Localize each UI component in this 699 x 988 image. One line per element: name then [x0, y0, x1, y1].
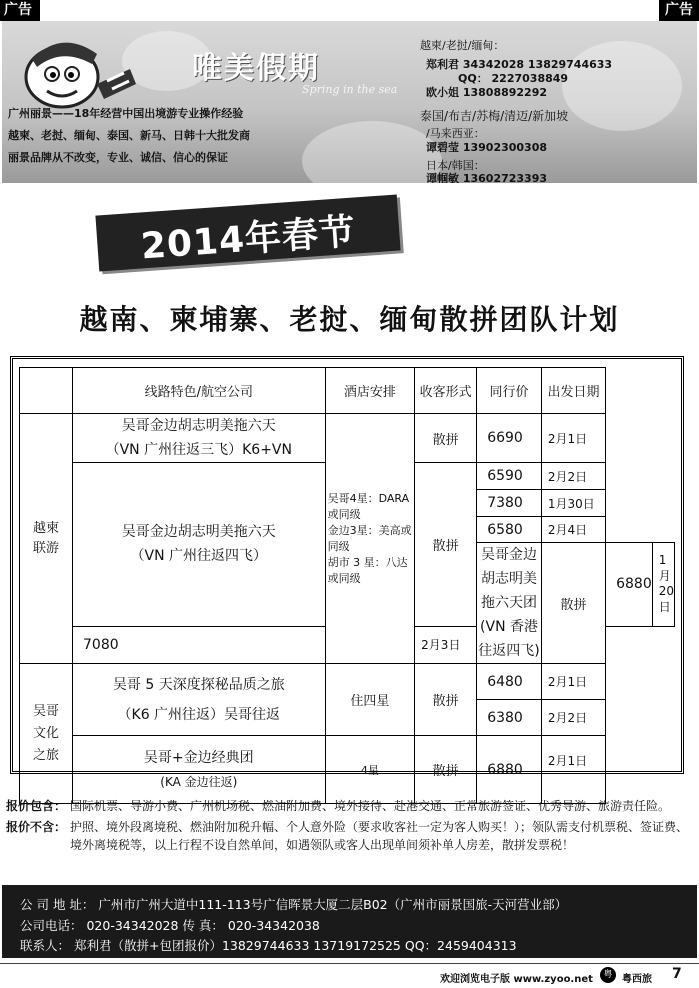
notes-section	[6, 797, 696, 857]
route-airline: (VN 香港往返四飞)	[478, 619, 540, 659]
banner-contact-line: 谭碧莹 13902300308	[426, 141, 548, 154]
includes-text: 国际机票、导游小费、广州机场税、燃油附加费、境外接待、赴港交通、正常旅游签证、优秀导游、旅游责任险。	[70, 799, 671, 813]
hotel-text: 吴哥4星：DARA或同级 金边3星：美高或同级 胡市 3 星：八达或同级	[327, 491, 412, 585]
banner-contact-line: 越柬/老挝/缅甸：	[420, 39, 505, 52]
route-airline: （K6 广州往返）吴哥往返	[117, 706, 281, 723]
banner-script: Spring in the sea	[302, 83, 398, 96]
route-cell	[73, 736, 326, 804]
page-number: 7	[672, 966, 682, 982]
price-cell: 6380	[477, 700, 542, 736]
date-cell: 2月1日	[541, 664, 605, 700]
table-row	[20, 736, 675, 804]
banner-title: 唯美假期	[192, 51, 320, 86]
page-headline: 越南、柬埔寨、老挝、缅甸散拼团队计划	[79, 303, 620, 336]
hotel-cell: 4星	[325, 736, 415, 804]
group-label: 吴哥文化之旅	[32, 703, 59, 763]
banner-contact-line: QQ： 2227038849	[458, 72, 569, 85]
year-badge	[95, 195, 400, 272]
ad-label-right: 广告	[659, 0, 699, 21]
price-cell: 6590	[477, 463, 542, 490]
date-cell: 2月1日	[541, 736, 605, 804]
route-cell	[73, 664, 326, 736]
hotel-cell	[325, 414, 415, 664]
mode-cell: 散拼	[541, 543, 605, 664]
route-name: 吴哥 5 天深度探秘品质之旅	[112, 676, 285, 693]
page-footer	[0, 963, 699, 988]
route-cell	[73, 463, 326, 627]
banner-intro: 广州丽景——18年经营中国出境游专业操作经验	[8, 107, 244, 120]
mode-cell: 散拼	[415, 463, 477, 627]
tour-table-frame	[10, 356, 684, 789]
price-cell: 6880	[477, 736, 542, 804]
date-cell: 2月4日	[541, 517, 605, 543]
route-name: 吴哥金边胡志明美拖六天	[121, 524, 276, 541]
route-cell	[477, 543, 542, 664]
header-price: 同行价	[477, 368, 542, 414]
header-date: 出发日期	[541, 368, 605, 414]
route-airline: （VN 广州往返三飞）K6+VN	[105, 442, 292, 458]
badge-text: 2014年春节	[139, 211, 358, 268]
table-header-row	[20, 368, 675, 414]
route-airline: (KA 金边往返)	[160, 774, 238, 789]
price-includes	[6, 797, 696, 815]
company-address: 公 司 地 址： 广州市广州大道中111-113号广信晖景大厦二层B02（广州市丽景国旅-天河营业部）	[20, 897, 568, 912]
footer-site: 欢迎浏览电子版 www.zyoo.net	[440, 974, 593, 985]
banner-contact-line: 泰国/布吉/苏梅/清迈/新加坡	[420, 109, 569, 123]
banner-contact-line: 谭帼敏 13602723393	[426, 172, 548, 183]
route-name: 吴哥+金边经典团	[143, 749, 254, 766]
excludes-label: 报价不含：	[6, 820, 67, 834]
date-cell: 2月2日	[541, 700, 605, 736]
group-label: 越柬联游	[32, 520, 59, 556]
company-phone: 公司电话： 020-34342028 传 真： 020-34342038	[20, 918, 320, 933]
header-mode: 收客形式	[415, 368, 477, 414]
route-cell	[73, 414, 326, 463]
mode-cell: 散拼	[415, 736, 477, 804]
table-row	[20, 664, 675, 700]
banner-contact-line: 日本/韩国：	[426, 159, 485, 172]
banner-products: 越柬、老挝、缅甸、泰国、新马、日韩十大批发商	[8, 129, 250, 142]
route-name: 吴哥金边胡志明美拖六天团	[481, 547, 538, 611]
group-vietnam-cambodia	[20, 414, 73, 664]
excludes-text: 护照、境外段离境税、燃油附加税升幅、个人意外险（要求收客社一定为客人购买！）；领队需支付机票税、签证费、境外离境税等，以上行程不设自然单间，如遇领队或客人出现单间须补单人房差，散拼发票税！	[70, 820, 689, 852]
contact-box	[2, 885, 697, 958]
date-cell: 2月1日	[541, 414, 605, 463]
banner-slogan: 丽景品牌从不改变，专业、诚信、信心的保证	[8, 151, 228, 164]
price-cell: 6480	[477, 664, 542, 700]
mode-cell: 散拼	[415, 664, 477, 736]
route-airline: （VN 广州往返四飞）	[130, 548, 268, 565]
price-cell: 7380	[477, 490, 542, 517]
banner-contact-line: 欧小姐 13808892292	[426, 86, 548, 99]
includes-label: 报价包含：	[6, 799, 67, 813]
header-route: 线路特色/航空公司	[73, 368, 326, 414]
date-cell: 2月3日	[415, 626, 477, 663]
hotel-cell: 住四星	[325, 664, 415, 736]
price-cell: 7080	[73, 626, 326, 663]
header-hotel: 酒店安排	[325, 368, 415, 414]
group-angkor-culture	[20, 664, 73, 804]
banner-contact-line: 郑利君 34342028 13829744633	[426, 58, 613, 71]
tour-table	[19, 367, 675, 804]
route-name: 吴哥金边胡志明美拖六天	[121, 418, 276, 434]
date-cell: 1月30日	[541, 490, 605, 517]
ad-label-left: 广告	[0, 0, 40, 21]
price-cell: 6580	[477, 517, 542, 543]
banner-contact-line: /马来西亚：	[426, 127, 485, 140]
footer-brand: 粤西旅	[622, 974, 652, 985]
table-row	[20, 414, 675, 463]
footer-logo-icon: 粤	[600, 967, 616, 983]
price-cell: 6880	[606, 543, 653, 627]
price-excludes	[6, 818, 696, 854]
contact-person: 联系人： 郑利君（散拼+包团报价）13829744633 13719172525 QQ：2459404313	[20, 938, 517, 953]
date-cell: 2月2日	[541, 463, 605, 490]
banner-image	[2, 21, 697, 183]
price-cell: 6690	[477, 414, 542, 463]
date-cell: 1月20日	[652, 543, 674, 627]
header-empty	[20, 368, 73, 414]
mode-cell: 散拼	[415, 414, 477, 463]
